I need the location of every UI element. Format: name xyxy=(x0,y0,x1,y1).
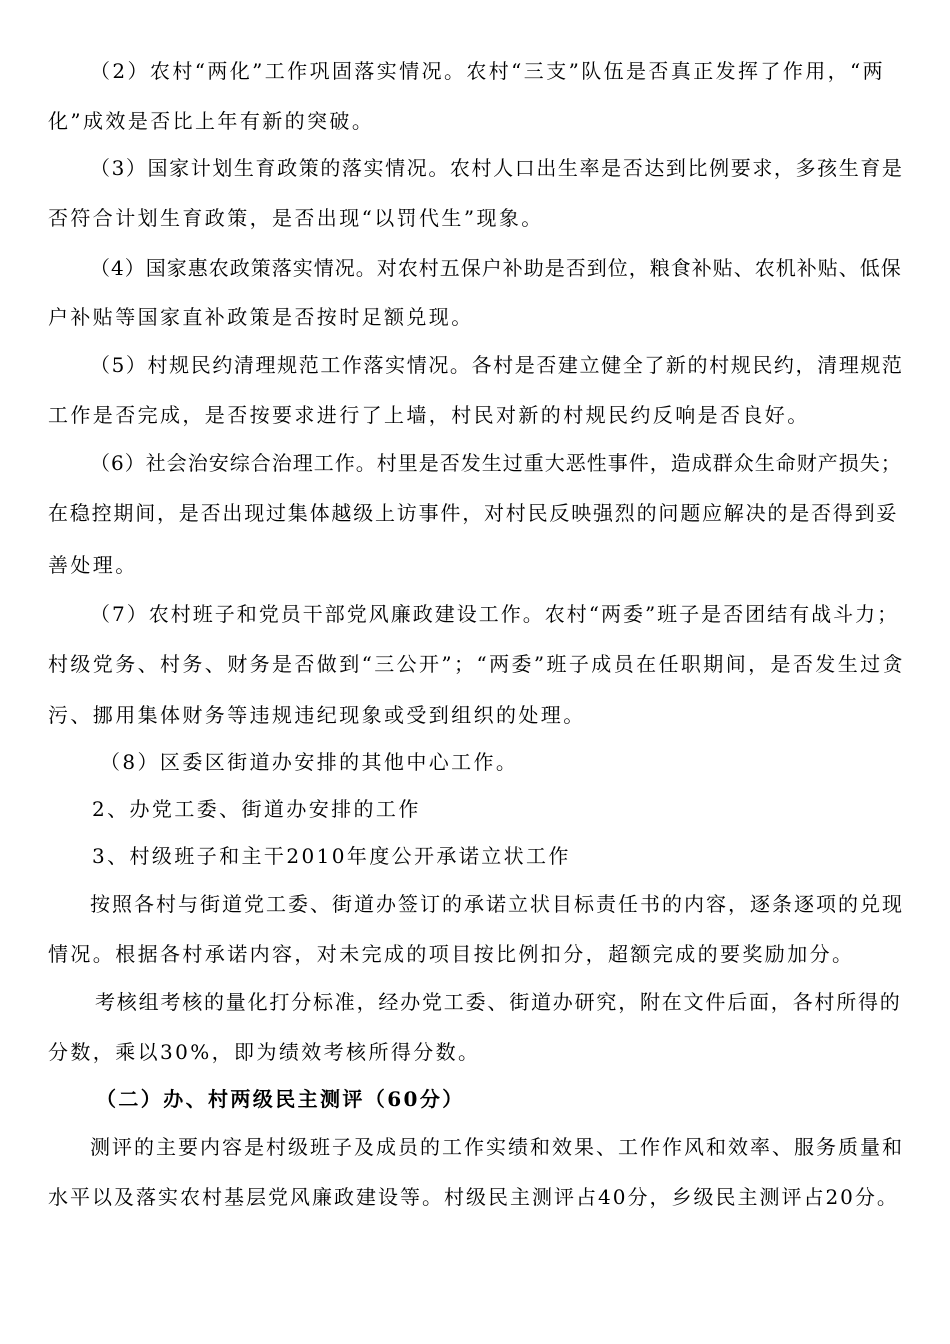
paragraph-line: （2）农村“两化”工作巩固落实情况。农村“三支”队伍是否真正发挥了作用，“两 xyxy=(90,59,886,83)
paragraph-line: 情况。根据各村承诺内容，对未完成的项目按比例扣分，超额完成的要奖励加分。 xyxy=(48,942,855,966)
paragraph-line: （7）农村班子和党员干部党风廉政建设工作。农村“两委”班子是否团结有战斗力； xyxy=(90,602,900,626)
paragraph-line: 村级党务、村务、财务是否做到“三公开”；“两委”班子成员在任职期间，是否发生过贪 xyxy=(48,652,905,676)
paragraph-line: （3）国家计划生育政策的落实情况。农村人口出生率是否达到比例要求，多孩生育是 xyxy=(90,156,904,180)
paragraph-line: 测评的主要内容是村级班子及成员的工作实绩和效果、工作作风和效率、服务质量和 xyxy=(90,1135,904,1159)
section-heading: 2、办党工委、街道办安排的工作 xyxy=(92,797,421,821)
paragraph-line: 水平以及落实农村基层党风廉政建设等。村级民主测评占40分，乡级民主测评占20分。 xyxy=(48,1185,899,1209)
paragraph-line: 户补贴等国家直补政策是否按时足额兑现。 xyxy=(48,305,474,329)
paragraph-line: 工作是否完成，是否按要求进行了上墙，村民对新的村规民约反响是否良好。 xyxy=(48,403,810,427)
paragraph-line: 污、挪用集体财务等违规违纪现象或受到组织的处理。 xyxy=(48,703,586,727)
paragraph-line: （8）区委区街道办安排的其他中心工作。 xyxy=(100,750,519,774)
paragraph-line: （6）社会治安综合治理工作。村里是否发生过重大恶性事件，造成群众生命财产损失； xyxy=(90,451,902,475)
paragraph-line: （4）国家惠农政策落实情况。对农村五保户补助是否到位，粮食补贴、农机补贴、低保 xyxy=(90,256,902,280)
paragraph-line: （5）村规民约清理规范工作落实情况。各村是否建立健全了新的村规民约，清理规范 xyxy=(90,353,904,377)
paragraph-line: 考核组考核的量化打分标准，经办党工委、街道办研究，附在文件后面，各村所得的 xyxy=(95,990,902,1014)
section-heading: 3、村级班子和主干2010年度公开承诺立状工作 xyxy=(92,844,571,868)
section-heading: （二）办、村两级民主测评（60分） xyxy=(96,1087,465,1111)
paragraph-line: 在稳控期间，是否出现过集体越级上访事件，对村民反映强烈的问题应解决的是否得到妥 xyxy=(48,501,899,525)
paragraph-line: 按照各村与街道党工委、街道办签订的承诺立状目标责任书的内容，逐条逐项的兑现 xyxy=(90,892,904,916)
paragraph-line: 善处理。 xyxy=(48,553,138,577)
paragraph-line: 否符合计划生育政策，是否出现“以罚代生”现象。 xyxy=(48,206,544,230)
paragraph-line: 化”成效是否比上年有新的突破。 xyxy=(48,109,375,133)
paragraph-line: 分数，乘以30%，即为绩效考核所得分数。 xyxy=(48,1040,481,1064)
